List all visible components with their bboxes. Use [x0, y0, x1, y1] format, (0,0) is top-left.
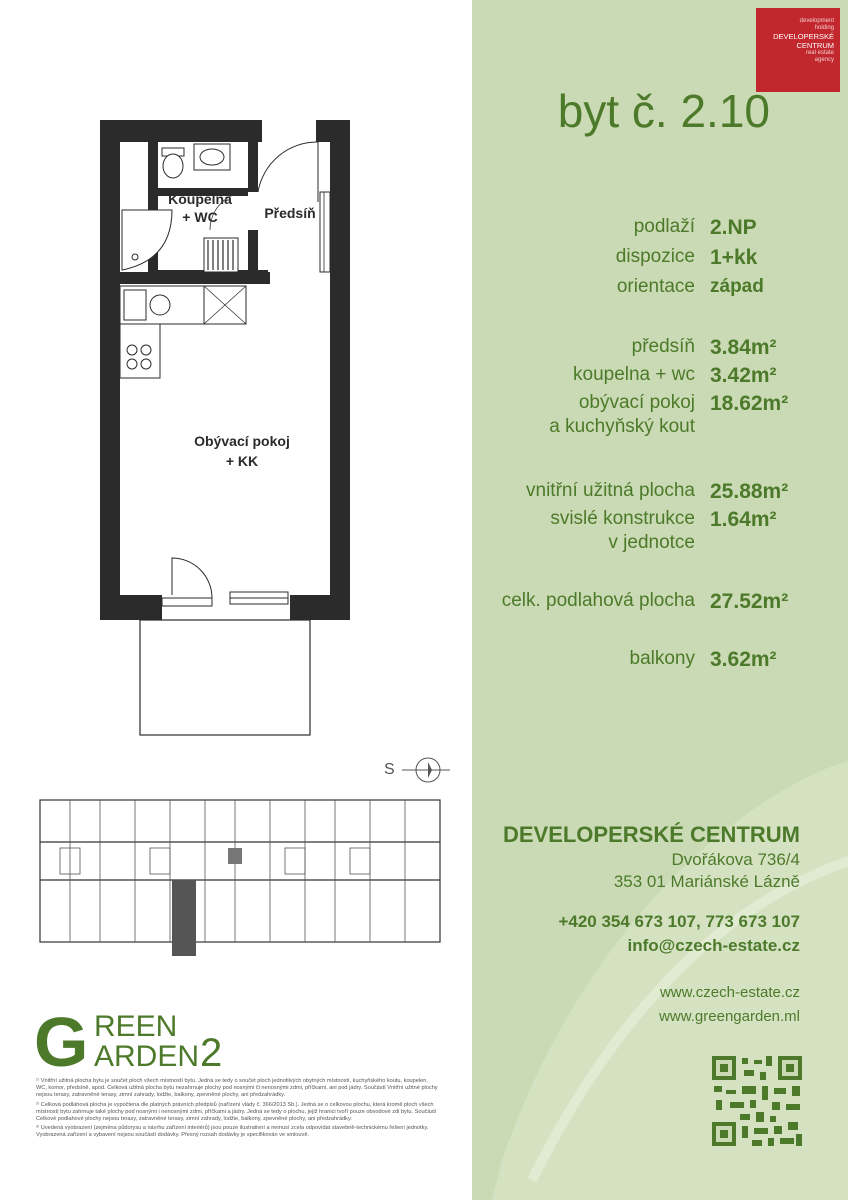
total-floor	[472, 590, 848, 620]
company-phone[interactable]: +420 354 673 107, 773 673 107	[558, 912, 800, 931]
company-web-1[interactable]: www.czech-estate.cz	[659, 984, 800, 1001]
bathroom-label: Koupelna	[168, 191, 232, 207]
total-balcony-value: 3.62m²	[710, 648, 777, 671]
living-label-2: + KK	[225, 453, 259, 469]
footnote-2: ²⁾ Celková podlahová plocha je vypočtena dle platných právních předpisů (nařízení vlády č. 366/2013 Sb.). Jedná se o celkovou plochu, která kromě ploch všech místností bytu zahrnuje také plochy pod nosnými i nenosnými zdmi, příčkami a jádry. Jedná se tedy o plochu, jejíž hranici tvoří pouze obvodové zdi bytu. Součástí Celkové podlahové plochy nejsou terasy, zatravněné terasy, zimní zahrady, lodžie, balkony, zpevněné plochy, ani předzahrádky.	[36, 1101, 437, 1123]
info-panel	[472, 0, 848, 1200]
footnotes	[36, 1078, 440, 1142]
area-living-label: obývací pokoj	[578, 392, 695, 413]
total-balcony-label: balkony	[629, 648, 695, 669]
total-usable-label: vnitřní užitná plocha	[526, 480, 695, 501]
company-name: DEVELOPERSKÉ CENTRUM	[502, 822, 800, 847]
unit-title: byt č. 2.10	[557, 85, 770, 137]
area-bath	[472, 364, 848, 394]
area-bath-label: koupelna + wc	[573, 364, 695, 385]
logo-line-1: development	[799, 18, 834, 24]
area-bath-value: 3.42m²	[710, 364, 777, 387]
highlighted-unit	[172, 880, 196, 956]
total-constructions-value: 1.64m²	[710, 508, 777, 531]
total-floor-value: 27.52m²	[710, 590, 789, 613]
spec-floor-label: podlaží	[633, 216, 695, 237]
total-constructions	[472, 508, 848, 558]
compass-label: S	[384, 761, 395, 778]
area-hall	[472, 336, 848, 366]
area-living-label-2: a kuchyňský kout	[549, 416, 695, 437]
total-usable	[472, 480, 848, 510]
total-balcony	[472, 648, 848, 678]
total-constructions-label: svislé konstrukce	[550, 508, 695, 529]
spec-floor-value: 2.NP	[710, 216, 757, 239]
logo-line-2: holding	[814, 25, 834, 31]
logo-g: G	[34, 1006, 89, 1076]
spec-layout	[472, 246, 848, 276]
logo-reen: REEN	[94, 1010, 178, 1043]
logo-line-5: real estate	[805, 50, 834, 56]
hall-label: Předsíň	[264, 205, 316, 221]
logo-line-6: agency	[814, 57, 834, 63]
living-label: Obývací pokoj	[194, 433, 290, 449]
logo-line-3: DEVELOPERSKÉ	[773, 32, 834, 41]
floor-plan	[100, 120, 370, 740]
developer-logo	[756, 8, 840, 92]
logo-number: 2	[200, 1031, 223, 1075]
total-usable-value: 25.88m²	[710, 480, 789, 503]
company-city: 353 01 Mariánské Lázně	[613, 872, 800, 891]
compass-icon	[402, 758, 450, 782]
spec-orientation-value: západ	[710, 276, 764, 297]
company-street: Dvořákova 736/4	[671, 850, 800, 869]
green-garden-logo	[34, 1006, 254, 1076]
total-floor-label: celk. podlahová plocha	[501, 590, 695, 611]
site-plan	[30, 752, 450, 962]
spec-orientation-label: orientace	[616, 276, 695, 297]
area-living-value: 18.62m²	[710, 392, 789, 415]
qr-code-icon[interactable]	[712, 1056, 802, 1146]
spec-layout-value: 1+kk	[710, 246, 758, 269]
area-hall-value: 3.84m²	[710, 336, 777, 359]
bathroom-label-2: + WC	[182, 209, 218, 225]
spec-floor	[472, 216, 848, 246]
footnote-3: ³⁾ Uvedená vyobrazení (zejména půdorysu a návrhu zařízení interiérů) jsou pouze ilustrativní a nemusí zcela odpovídat stavebně-technickému řešení jednotky. Vyobrazená zařízení a vybavení nejsou součástí dodávky. Přesný rozsah dodávky je specifikován ve smlouvě.	[36, 1125, 429, 1139]
logo-arden: ARDEN	[94, 1040, 200, 1073]
area-hall-label: předsíň	[631, 336, 695, 357]
spec-orientation	[472, 276, 848, 306]
company-email[interactable]: info@czech-estate.cz	[627, 936, 800, 955]
spec-layout-label: dispozice	[615, 246, 695, 267]
area-living	[472, 392, 848, 442]
total-constructions-label-2: v jednotce	[608, 532, 695, 553]
footnote-1: ¹⁾ Vnitřní užitná plocha bytu je součet ploch všech místností bytu. Jedná se tedy o součet ploch jednotlivých obytných místností, kuchyňského koutu, koupelen, WC, komor, předsíně, apod. Celková užitná plocha bytu nezahrnuje plochy pod nosnými či nenosnými zdmi, příčkami, ani pod jádry. Součástí Vnitřní užitné plochy nejsou terasy, zatravněné terasy, zimní zahrady, lodžie, balkony, zpevněné plochy, ani předzahrádky.	[36, 1078, 438, 1099]
company-web-2[interactable]: www.greengarden.ml	[659, 1008, 800, 1025]
logo-line-4: CENTRUM	[796, 41, 834, 50]
